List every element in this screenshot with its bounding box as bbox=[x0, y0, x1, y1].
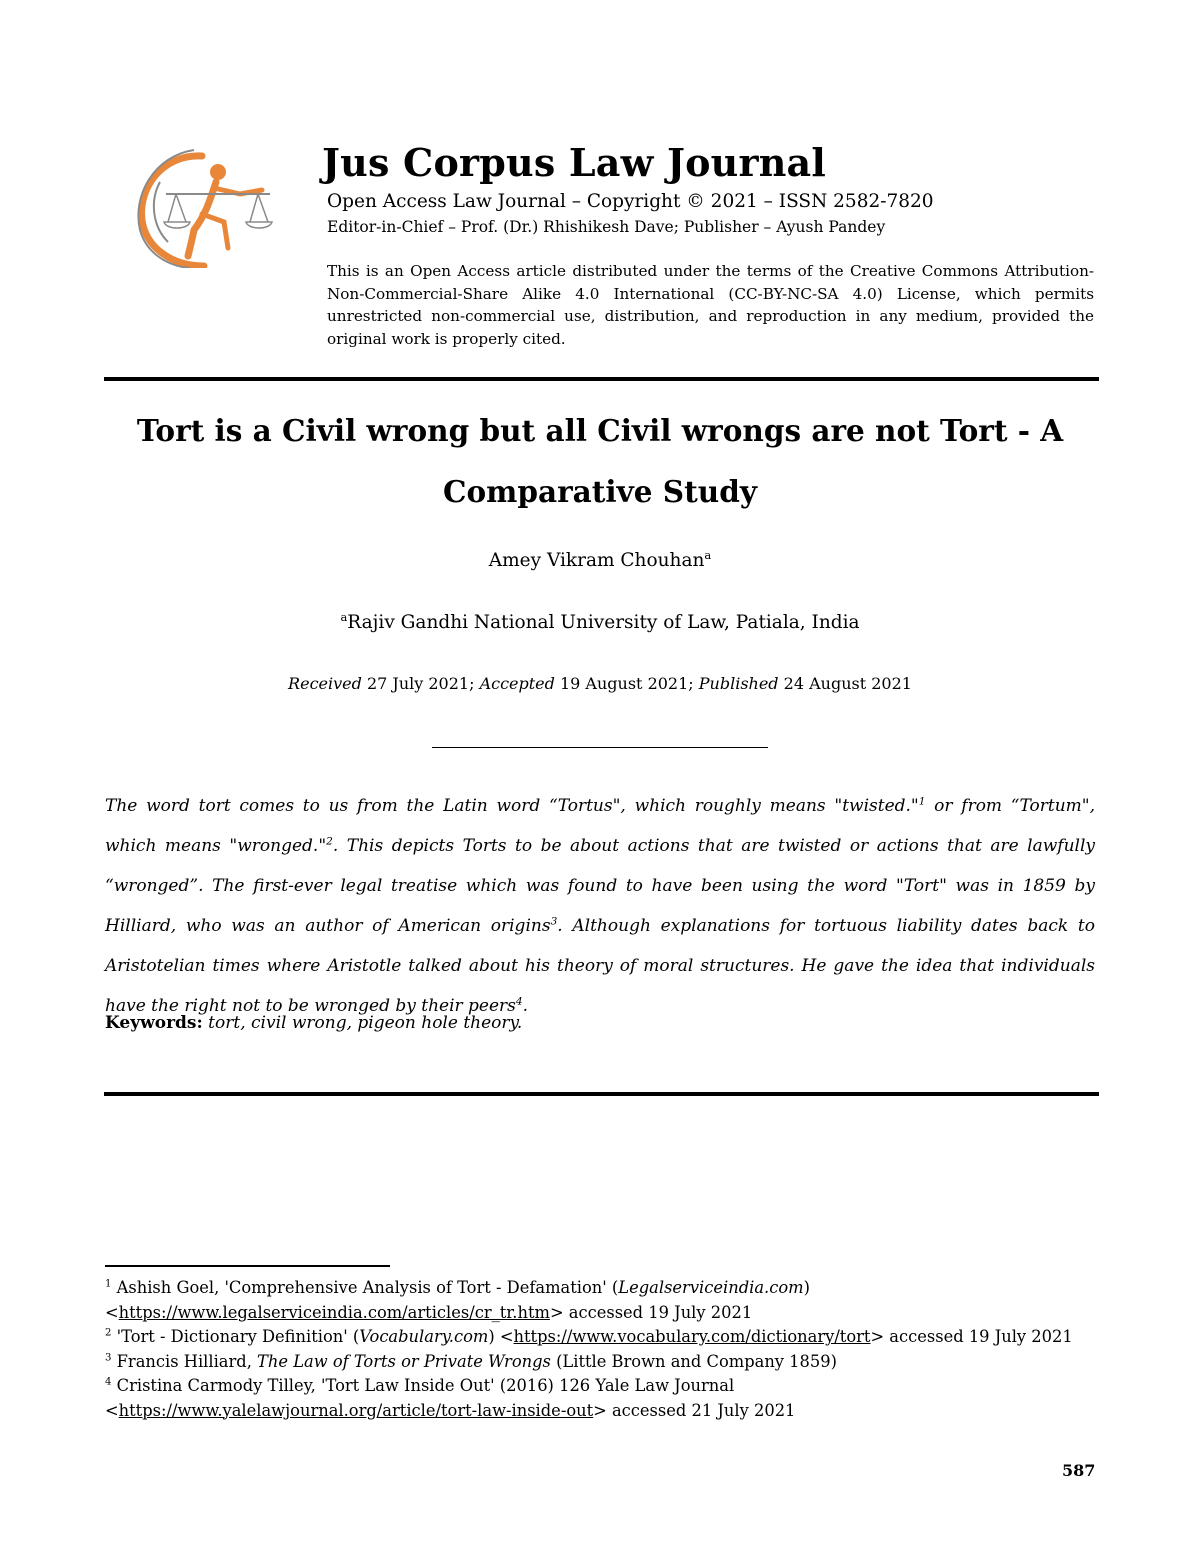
footnote-ref-1[interactable]: 1 bbox=[918, 795, 926, 808]
title-divider bbox=[432, 747, 768, 748]
footnote-text: > accessed 21 July 2021 bbox=[593, 1400, 796, 1420]
author-affiliation-mark: a bbox=[704, 547, 712, 562]
author bbox=[0, 547, 1200, 571]
footnote-text: ) < bbox=[488, 1327, 514, 1346]
affiliation-text: Rajiv Gandhi National University of Law, Patiala, India bbox=[347, 612, 860, 633]
footnote-source: Legalserviceindia.com bbox=[618, 1278, 804, 1297]
footnote-number: 4 bbox=[105, 1376, 112, 1388]
published-date: 24 August 2021 bbox=[783, 674, 912, 693]
keywords bbox=[105, 1013, 522, 1033]
footnote-3 bbox=[105, 1350, 1097, 1375]
published-label: Published bbox=[698, 674, 779, 693]
affiliation-mark: a bbox=[340, 609, 348, 624]
affiliation bbox=[0, 609, 1200, 633]
footnote-number: 2 bbox=[105, 1327, 112, 1339]
abstract-text: . Although explanations for tortuous liability dates back to Aristotelian times where Aristotle talked about his theory of moral structures. He gave the idea that individuals have the right not to be wronged by their peers bbox=[105, 916, 1096, 1016]
footnote-number: 3 bbox=[105, 1352, 112, 1364]
journal-editor-line: Editor-in-Chief – Prof. (Dr.) Rhishikesh Dave; Publisher – Ayush Pandey bbox=[327, 218, 886, 236]
abstract-text: . bbox=[522, 996, 529, 1016]
footnote-separator bbox=[105, 1265, 390, 1267]
keywords-value: tort, civil wrong, pigeon hole theory. bbox=[208, 1013, 523, 1033]
abstract bbox=[105, 786, 1095, 1026]
scales-of-justice-icon bbox=[132, 148, 280, 268]
footnote-text: > accessed 19 July 2021 bbox=[870, 1327, 1073, 1346]
article-title-line-1: Tort is a Civil wrong but all Civil wrongs are not Tort - A bbox=[136, 413, 1064, 448]
footnote-text: 'Tort - Dictionary Definition' ( bbox=[116, 1327, 360, 1346]
abstract-text: . This depicts Torts to be about actions that are twisted or actions that are lawfully “wronged”. The first-ever legal treatise which was found to have been using the word "Tort" was in 1859 by Hilliard, who was an author of American origins bbox=[105, 836, 1095, 936]
footnote-4 bbox=[105, 1374, 1097, 1423]
accepted-date: 19 August 2021; bbox=[559, 674, 694, 693]
footnote-number: 1 bbox=[105, 1278, 112, 1290]
footnote-source: The Law of Torts or Private Wrongs bbox=[257, 1351, 551, 1371]
abstract-text: or from “Tortum", which means "wronged." bbox=[105, 796, 1095, 856]
author-name: Amey Vikram Chouhan bbox=[488, 550, 705, 571]
article-title bbox=[100, 400, 1100, 522]
journal-copyright-line: Open Access Law Journal – Copyright © 2021 – ISSN 2582-7820 bbox=[327, 191, 934, 212]
footnote-text: ) < bbox=[105, 1278, 810, 1322]
footnote-text: (Little Brown and Company 1859) bbox=[550, 1351, 837, 1371]
footnote-link[interactable]: https://www.vocabulary.com/dictionary/tort bbox=[513, 1327, 871, 1346]
footnote-source: Vocabulary.com bbox=[359, 1327, 489, 1346]
keywords-label: Keywords: bbox=[105, 1013, 203, 1033]
abstract-text: The word tort comes to us from the Latin word “Tortus", which roughly means "twisted." bbox=[105, 796, 919, 816]
footnote-text: Francis Hilliard, bbox=[116, 1351, 258, 1371]
footnote-link[interactable]: https://www.yalelawjournal.org/article/tort-law-inside-out bbox=[118, 1400, 594, 1420]
accepted-label: Accepted bbox=[479, 674, 555, 693]
footnote-ref-3[interactable]: 3 bbox=[550, 915, 558, 928]
footnote-ref-2[interactable]: 2 bbox=[326, 835, 333, 848]
journal-title: Jus Corpus Law Journal bbox=[322, 140, 827, 185]
page-number: 587 bbox=[1062, 1461, 1096, 1480]
footnote-1 bbox=[105, 1276, 1097, 1325]
footnote-text: Cristina Carmody Tilley, 'Tort Law Inside Out' (2016) 126 Yale Law Journal < bbox=[105, 1376, 735, 1420]
footnotes bbox=[105, 1276, 1097, 1423]
abstract-divider bbox=[104, 1092, 1099, 1096]
journal-logo bbox=[132, 148, 280, 268]
header-divider bbox=[104, 377, 1099, 381]
article-dates bbox=[0, 674, 1200, 693]
received-label: Received bbox=[288, 674, 362, 693]
footnote-text: Ashish Goel, 'Comprehensive Analysis of Tort - Defamation' ( bbox=[116, 1278, 619, 1297]
license-notice: This is an Open Access article distributed under the terms of the Creative Commons Attribution-Non-Commercial-Share Alike 4.0 International (CC-BY-NC-SA 4.0) License, which permits unrestricted non-commercial use, distribution, and reproduction in any medium, provided the original work is properly cited. bbox=[327, 262, 1094, 348]
article-title-line-2: Comparative Study bbox=[443, 474, 757, 509]
footnote-text: > accessed 19 July 2021 bbox=[549, 1302, 753, 1322]
footnote-2 bbox=[105, 1325, 1097, 1350]
footnote-ref-4[interactable]: 4 bbox=[515, 995, 523, 1008]
received-date: 27 July 2021; bbox=[366, 674, 475, 693]
footnote-link[interactable]: https://www.legalserviceindia.com/articles/cr_tr.htm bbox=[118, 1302, 550, 1322]
